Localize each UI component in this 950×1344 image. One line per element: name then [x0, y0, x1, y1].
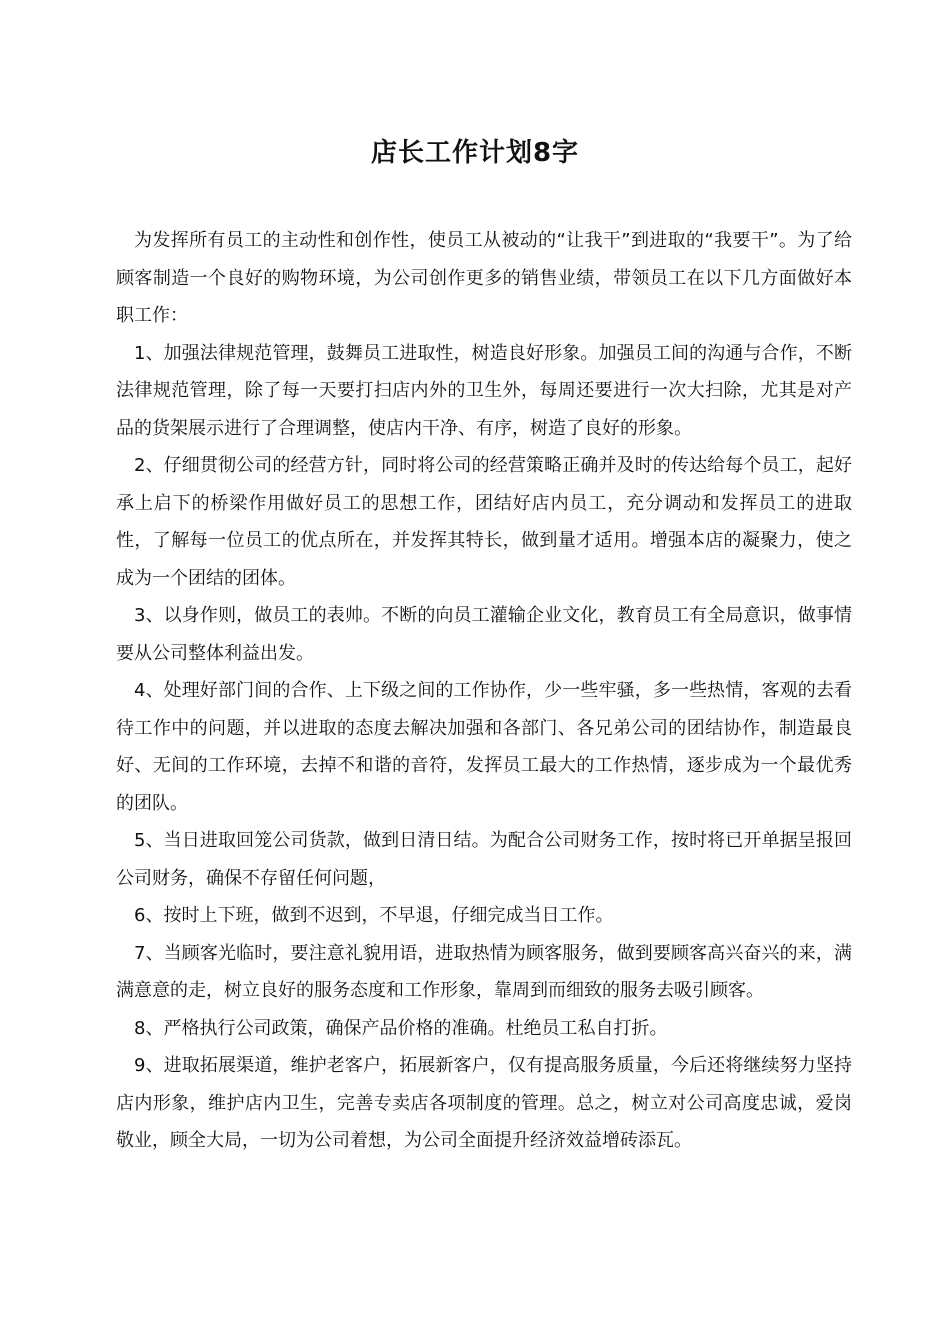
- document-title: 店长工作计划8字: [370, 138, 580, 168]
- item-paragraph-4: 4、处理好部门间的合作、上下级之间的工作协作，少一些牢骚，多一些热情，客观的去看待工作中的问题，并以进取的态度去解决加强和各部门、各兄弟公司的团结协作，制造最良好、无间的工作环境，去掉不和谐的音符，发挥员工最大的工作热情，逐步成为一个最优秀的团队。: [116, 680, 852, 814]
- item-paragraph-6: 6、按时上下班，做到不迟到，不早退，仔细完成当日工作。: [134, 905, 614, 926]
- intro-paragraph: 为发挥所有员工的主动性和创作性，使员工从被动的“让我干”到进取的“我要干”。为了给顾客制造一个良好的购物环境，为公司创作更多的销售业绩，带领员工在以下几方面做好本职工作：: [116, 230, 852, 326]
- item-paragraph-9: 9、进取拓展渠道，维护老客户，拓展新客户，仅有提高服务质量，今后还将继续努力坚持店内形象，维护店内卫生，完善专卖店各项制度的管理。总之，树立对公司高度忠诚，爱岗敬业，顾全大局，一切为公司着想，为公司全面提升经济效益增砖添瓦。: [116, 1055, 852, 1151]
- item-paragraph-1: 1、加强法律规范管理，鼓舞员工进取性，树造良好形象。加强员工间的沟通与合作，不断法律规范管理，除了每一天要打扫店内外的卫生外，每周还要进行一次大扫除，尤其是对产品的货架展示进行了合理调整，使店内干净、有序，树造了良好的形象。: [116, 342, 852, 439]
- item-paragraph-3: 3、以身作则，做员工的表帅。不断的向员工灌输企业文化，教育员工有全局意识，做事情要从公司整体利益出发。: [116, 605, 852, 664]
- item-paragraph-5: 5、当日进取回笼公司货款，做到日清日结。为配合公司财务工作，按时将已开单据呈报回公司财务，确保不存留任何问题，: [116, 830, 852, 889]
- item-paragraph-7: 7、当顾客光临时，要注意礼貌用语，进取热情为顾客服务，做到要顾客高兴奋兴的来，满满意意的走，树立良好的服务态度和工作形象，靠周到而细致的服务去吸引顾客。: [116, 942, 852, 1001]
- item-paragraph-2: 2、仔细贯彻公司的经营方针，同时将公司的经营策略正确并及时的传达给每个员工，起好承上启下的桥梁作用做好员工的思想工作，团结好店内员工，充分调动和发挥员工的进取性，了解每一位员工的优点所在，并发挥其特长，做到量才适用。增强本店的凝聚力，使之成为一个团结的团体。: [116, 455, 852, 589]
- item-paragraph-8: 8、严格执行公司政策，确保产品价格的准确。杜绝员工私自打折。: [134, 1017, 668, 1039]
- document-body: [116, 222, 852, 1160]
